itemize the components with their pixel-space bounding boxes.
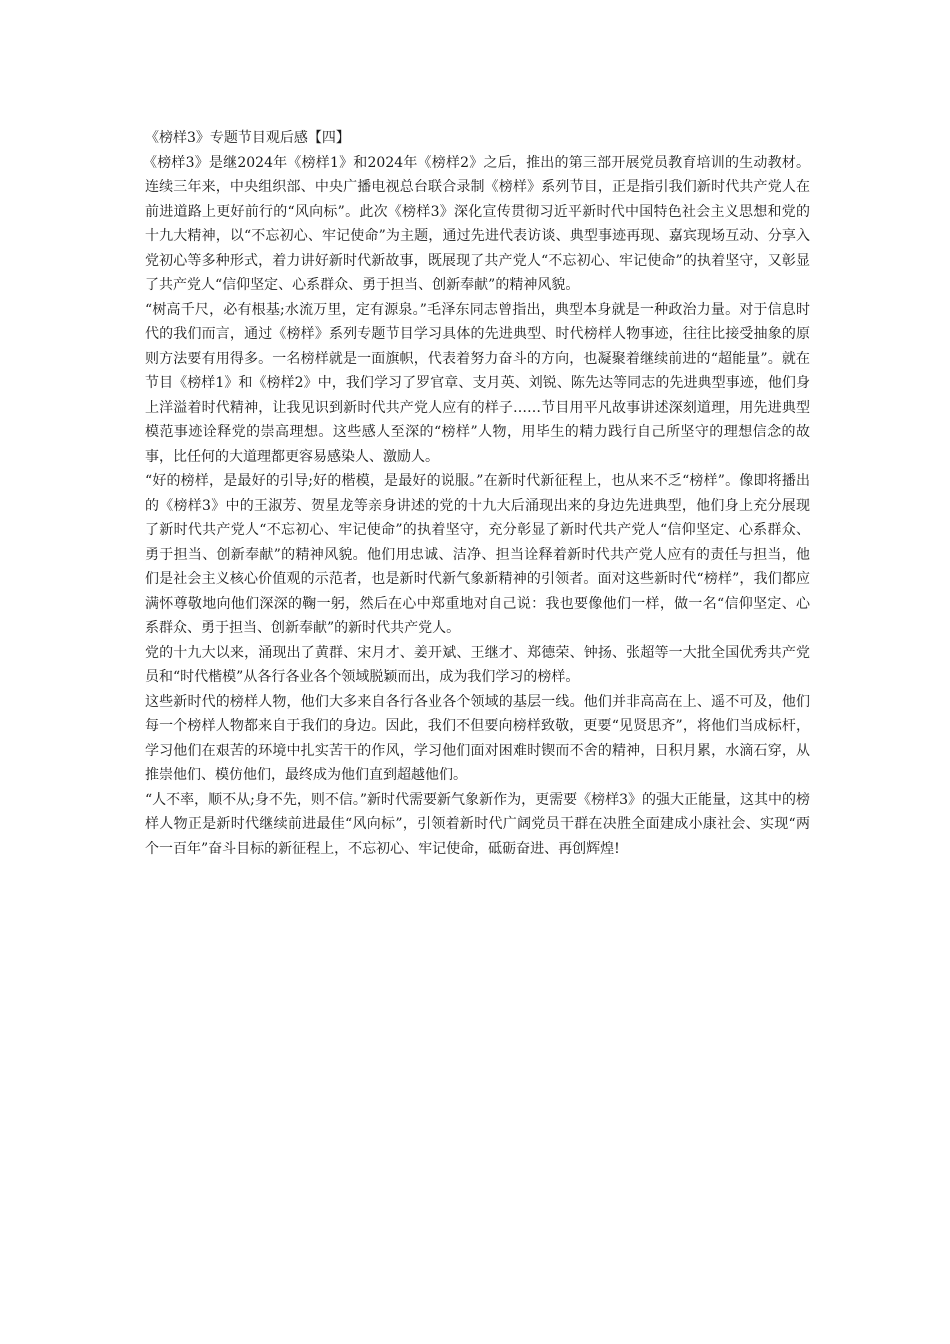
document-title: 《榜样3》专题节目观后感【四】	[145, 130, 350, 146]
paragraph-5: 这些新时代的榜样人物，他们大多来自各行各业各个领域的基层一线。他们并非高高在上、遥不可及，他们每一个榜样人物都来自于我们的身边。因此，我们不但要向榜样致敬，更要“见贤思齐”，将他们当成标杆，学习他们在艰苦的环境中扎实苦干的作风，学习他们面对困难时锲而不舍的精神，日积月累，水滴石穿，从推崇他们、模仿他们，最终成为他们直到超越他们。	[145, 693, 810, 783]
paragraph-2: “树高千尺，必有根基;水流万里，定有源泉。”毛泽东同志曾指出，典型本身就是一种政治力量。对于信息时代的我们而言，通过《榜样》系列专题节目学习具体的先进典型、时代榜样人物事迹，往往比接受抽象的原则方法要有用得多。一名榜样就是一面旗帜，代表着努力奋斗的方向，也凝聚着继续前进的“超能量”。就在节目《榜样1》和《榜样2》中，我们学习了罗官章、支月英、刘锐、陈先达等同志的先进典型事迹，他们身上洋溢着时代精神，让我见识到新时代共产党人应有的样子……节目用平凡故事讲述深刻道理，用先进典型模范事迹诠释党的崇高理想。这些感人至深的“榜样”人物，用毕生的精力践行自己所坚守的理想信念的故事，比任何的大道理都更容易感染人、激励人。	[145, 301, 810, 465]
paragraph-6: “人不率，顺不从;身不先，则不信。”新时代需要新气象新作为，更需要《榜样3》的强大正能量，这其中的榜样人物正是新时代继续前进最佳“风向标”，引领着新时代广阔党员干群在决胜全面建成小康社会、实现“两个一百年”奋斗目标的新征程上，不忘初心、牢记使命，砥砺奋进、再创辉煌!	[145, 791, 810, 857]
document-body	[145, 126, 810, 861]
paragraph-1: 《榜样3》是继2024年《榜样1》和2024年《榜样2》之后，推出的第三部开展党员教育培训的生动教材。连续三年来，中央组织部、中央广播电视总台联合录制《榜样》系列节目，正是指引我们新时代共产党人在前进道路上更好前行的“风向标”。此次《榜样3》深化宣传贯彻习近平新时代中国特色社会主义思想和党的十九大精神，以“不忘初心、牢记使命”为主题，通过先进代表访谈、典型事迹再现、嘉宾现场互动、分享入党初心等多种形式，着力讲好新时代新故事，既展现了共产党人“不忘初心、牢记使命”的执着坚守，又彰显了共产党人“信仰坚定、心系群众、勇于担当、创新奉献”的精神风貌。	[143, 154, 810, 293]
paragraph-3: “好的榜样，是最好的引导;好的楷模，是最好的说服。”在新时代新征程上，也从来不乏“榜样”。像即将播出的《榜样3》中的王淑芳、贺星龙等亲身讲述的党的十九大后涌现出来的身边先进典型，他们身上充分展现了新时代共产党人“不忘初心、牢记使命”的执着坚守，充分彰显了新时代共产党人“信仰坚定、心系群众、勇于担当、创新奉献”的精神风貌。他们用忠诚、洁净、担当诠释着新时代共产党人应有的责任与担当，他们是社会主义核心价值观的示范者，也是新时代新气象新精神的引领者。面对这些新时代“榜样”，我们都应满怀尊敬地向他们深深的鞠一躬，然后在心中郑重地对自己说：我也要像他们一样，做一名“信仰坚定、心系群众、勇于担当、创新奉献”的新时代共产党人。	[145, 473, 810, 636]
paragraph-4: 党的十九大以来，涌现出了黄群、宋月才、姜开斌、王继才、郑德荣、钟扬、张超等一大批全国优秀共产党员和“时代楷模”从各行各业各个领域脱颖而出，成为我们学习的榜样。	[145, 644, 810, 685]
